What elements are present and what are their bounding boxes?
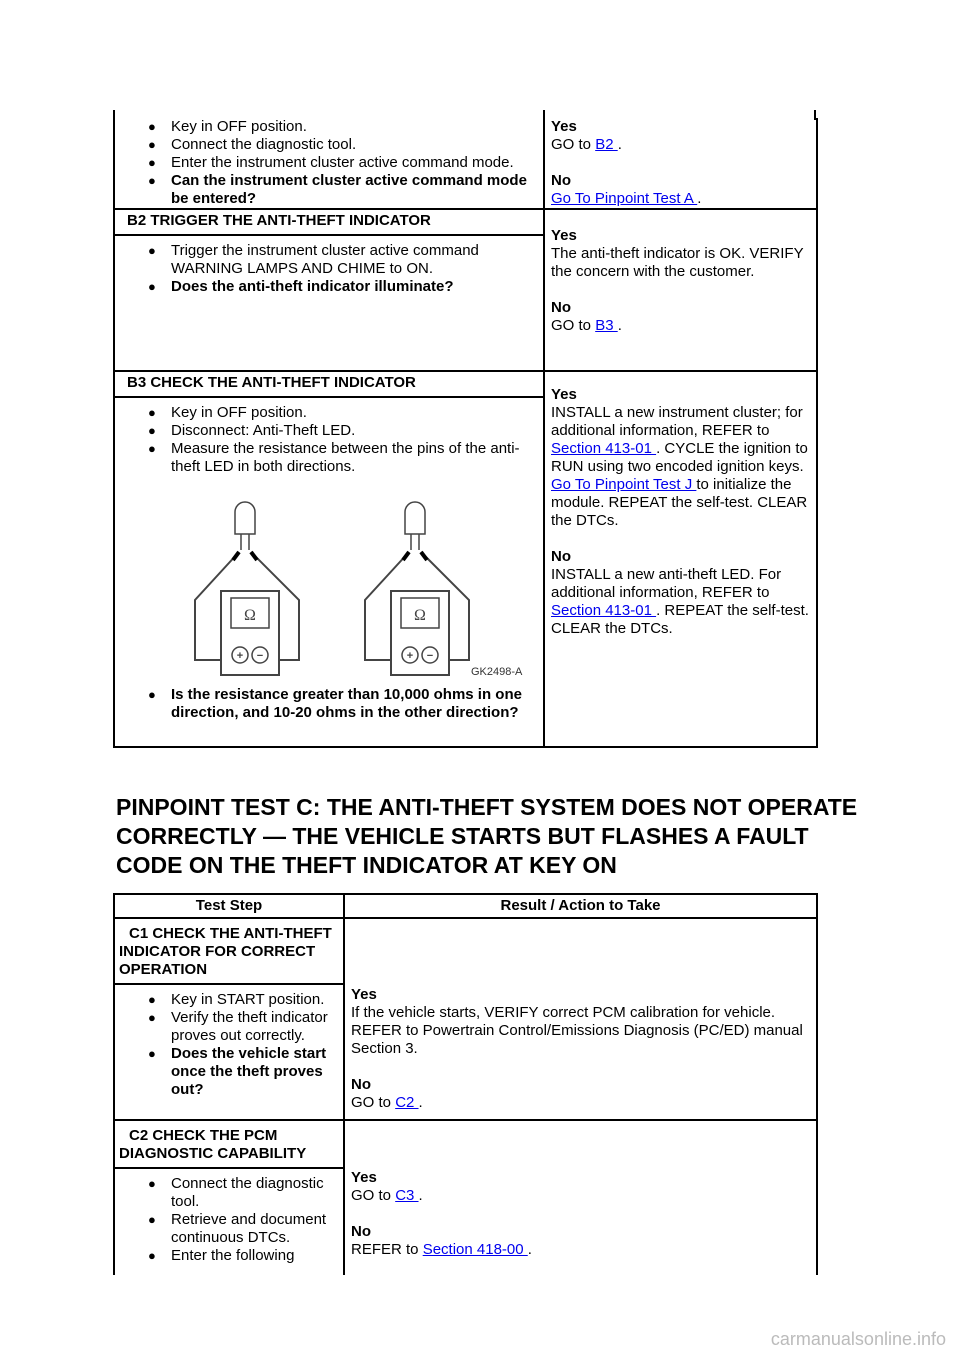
c1-yes-text: If the vehicle starts, VERIFY correct PCM calibration for vehicle. REFER to Powertrain Control/Emissions Diagnosis (PC/ED) manual Section 3. xyxy=(351,1004,803,1057)
c1-title: C1 CHECK THE ANTI-THEFT INDICATOR FOR CORRECT OPERATION xyxy=(119,925,332,978)
b2-title: B2 TRIGGER THE ANTI-THEFT INDICATOR xyxy=(127,212,431,229)
ohm-symbol-right: Ω xyxy=(414,607,426,624)
c2-no-label: No xyxy=(351,1223,371,1240)
b2-result-cell xyxy=(544,209,817,371)
b2-yes-label: Yes xyxy=(551,227,577,244)
b3-step-2: ● Disconnect: Anti-Theft LED. xyxy=(121,422,537,440)
c2-yes-link-c3[interactable]: C3 xyxy=(395,1187,419,1204)
b1-yes-label: Yes xyxy=(551,118,577,135)
multimeter-right xyxy=(365,502,523,678)
led-right xyxy=(405,502,425,534)
pinpoint-test-c-table xyxy=(113,893,818,1275)
c2-title-row xyxy=(114,1120,817,1168)
pinpoint-test-b-table xyxy=(113,118,818,748)
b3-step-cell xyxy=(114,397,544,747)
b1-result-cell xyxy=(544,118,817,209)
multimeter-left xyxy=(195,502,299,675)
b1-step-cell xyxy=(114,118,544,209)
b1-no-link-test-a[interactable]: Go To Pinpoint Test A xyxy=(551,190,698,207)
c1-step-cell xyxy=(114,984,344,1120)
col-header-result: Result / Action to Take xyxy=(344,894,817,918)
b3-title-row xyxy=(114,371,817,397)
c1-step-1: ● Key in START position. xyxy=(121,991,337,1009)
b3-step-1: ● Key in OFF position. xyxy=(121,404,537,422)
b2-no-label: No xyxy=(551,299,571,316)
b2-question: ● Does the anti-theft indicator illuminate? xyxy=(121,278,537,296)
pinpoint-test-c-heading: PINPOINT TEST C: THE ANTI-THEFT SYSTEM DOES NOT OPERATE CORRECTLY — THE VEHICLE STARTS BUT FLASHES A FAULT CODE ON THE THEFT INDICATOR AT KEY ON xyxy=(116,794,858,878)
c2-step-cell xyxy=(114,1168,344,1275)
plus-left: + xyxy=(236,650,244,662)
plus-right: + xyxy=(406,650,414,662)
b1-question: ● Can the instrument cluster active command mode be entered? xyxy=(121,172,537,208)
b2-no-action: GO to B3 . xyxy=(551,317,622,334)
b1-no-action: Go To Pinpoint Test A . xyxy=(551,190,702,207)
b3-yes-label: Yes xyxy=(551,386,577,403)
b3-title-cell xyxy=(114,371,544,397)
figure-label: GK2498-A xyxy=(471,666,523,678)
c1-no-label: No xyxy=(351,1076,371,1093)
b2-no-link-b3[interactable]: B3 xyxy=(595,317,618,334)
b1-yes-action: GO to B2 . xyxy=(551,136,622,153)
c1-result-cell xyxy=(344,918,817,1120)
ohm-symbol-left: Ω xyxy=(244,607,256,624)
b2-title-cell xyxy=(114,209,544,235)
b1-yes-link-b2[interactable]: B2 xyxy=(595,136,618,153)
b2-title-row xyxy=(114,209,817,235)
c1-question: ● Does the vehicle start once the theft proves out? xyxy=(121,1045,337,1099)
c1-no-action: GO to C2 . xyxy=(351,1094,423,1111)
col-header-test-step: Test Step xyxy=(114,894,344,918)
c2-title-cell xyxy=(114,1120,344,1168)
c1-yes-label: Yes xyxy=(351,986,377,1003)
b3-step-3: ● Measure the resistance between the pins of the anti-theft LED in both directions. xyxy=(121,440,537,476)
c2-title: C2 CHECK THE PCM DIAGNOSTIC CAPABILITY xyxy=(119,1127,307,1162)
b1-step-3: ● Enter the instrument cluster active command mode. xyxy=(121,154,537,172)
b3-yes-link-test-j[interactable]: Go To Pinpoint Test J xyxy=(551,476,697,493)
c2-no-link-section-418-00[interactable]: Section 418-00 xyxy=(422,1241,528,1258)
b3-yes-text: INSTALL a new instrument cluster; for additional information, REFER to Section 413-01 . CYCLE the ignition to RUN using two encoded ignition keys. Go To Pinpoint Test J to initialize the module. REPEAT the self-test. CLEAR the DTCs. xyxy=(551,404,808,529)
b2-step-cell xyxy=(114,235,544,371)
minus-left: − xyxy=(256,650,264,662)
c2-no-action: REFER to Section 418-00 . xyxy=(351,1241,532,1258)
watermark: carmanualsonline.info xyxy=(770,1329,946,1349)
c1-title-cell xyxy=(114,918,344,984)
led-resistance-measurement-diagram xyxy=(185,490,525,680)
b1-step-1: ● Key in OFF position. xyxy=(121,118,537,136)
c2-step-2: ● Retrieve and document continuous DTCs. xyxy=(121,1211,337,1247)
table2-header-row xyxy=(114,894,817,918)
b3-no-text: INSTALL a new anti-theft LED. For additional information, REFER to Section 413-01 . REPEAT the self-test. CLEAR the DTCs. xyxy=(551,566,809,637)
c1-step-2: ● Verify the theft indicator proves out correctly. xyxy=(121,1009,337,1045)
c1-title-row xyxy=(114,918,817,984)
b1-no-label: No xyxy=(551,172,571,189)
c1-no-link-c2[interactable]: C2 xyxy=(395,1094,419,1111)
b1-step-2: ● Connect the diagnostic tool. xyxy=(121,136,537,154)
b2-yes-text: The anti-theft indicator is OK. VERIFY the concern with the customer. xyxy=(551,245,804,280)
led-left xyxy=(235,502,255,534)
minus-right: − xyxy=(426,650,434,662)
b3-yes-link-section-413-01[interactable]: Section 413-01 xyxy=(551,440,657,457)
b3-no-link-section-413-01[interactable]: Section 413-01 xyxy=(551,602,657,619)
b3-title: B3 CHECK THE ANTI-THEFT INDICATOR xyxy=(127,374,416,391)
b3-no-label: No xyxy=(551,548,571,565)
b3-result-cell xyxy=(544,371,817,747)
b1-row xyxy=(114,118,817,209)
c2-yes-label: Yes xyxy=(351,1169,377,1186)
b2-step-1: ● Trigger the instrument cluster active command WARNING LAMPS AND CHIME to ON. xyxy=(121,242,537,278)
c2-step-3: ● Enter the following xyxy=(121,1247,337,1265)
c2-step-1: ● Connect the diagnostic tool. xyxy=(121,1175,337,1211)
c2-yes-action: GO to C3 . xyxy=(351,1187,423,1204)
b3-question: ● Is the resistance greater than 10,000 ohms in one direction, and 10-20 ohms in the other direction? xyxy=(121,686,537,722)
c2-result-cell xyxy=(344,1120,817,1275)
